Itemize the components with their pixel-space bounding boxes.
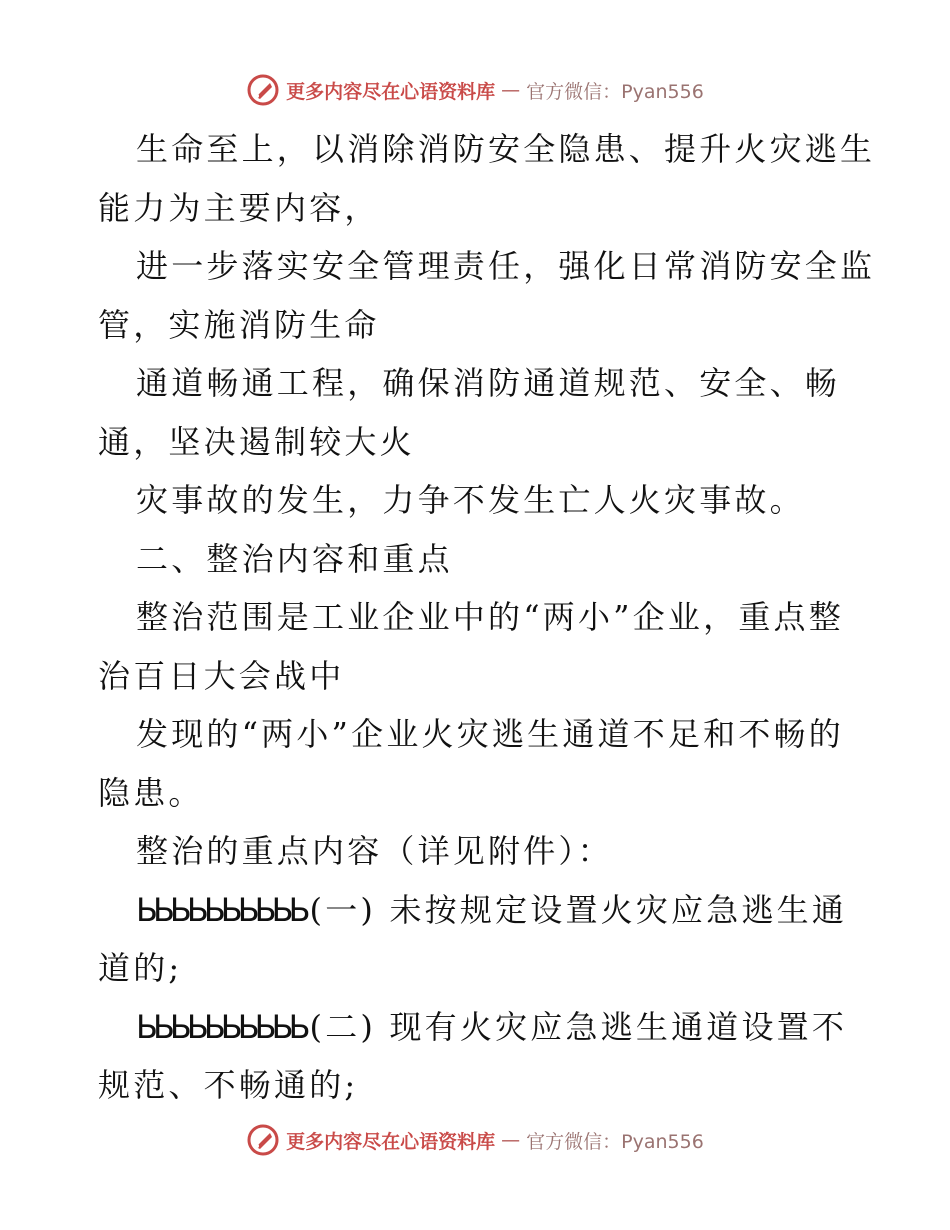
list-item-2 xyxy=(98,998,858,1057)
footer-separator: — xyxy=(501,1129,521,1151)
body-line: 通道畅通工程，确保消防通道规范、安全、畅 xyxy=(136,364,841,402)
body-line: 治百日大会战中 xyxy=(98,656,345,695)
header-watermark-banner xyxy=(0,70,950,110)
body-line: 整治的重点内容（详见附件）： xyxy=(136,832,613,870)
body-line: 整治范围是工业企业中的“两小”企业，重点整 xyxy=(136,598,844,636)
header-wechat-text: 官方微信：Pyan556 xyxy=(526,80,704,103)
body-line: 隐患。 xyxy=(98,773,204,812)
section-heading: 二、整治内容和重点 xyxy=(136,539,453,578)
header-brand-text: 更多内容尽在心语资料库 xyxy=(286,80,496,103)
body-line: 进一步落实安全管理责任，强化日常消防安全监 xyxy=(136,247,876,285)
list-item-text: (一) 未按规定设置火灾应急逃生通 xyxy=(309,890,848,929)
list-marker: ЬЬЬЬЬЬЬЬЬЬ xyxy=(136,1007,306,1046)
body-line: 发现的“两小”企业火灾逃生通道不足和不畅的 xyxy=(136,715,844,753)
body-line: 道的; xyxy=(98,949,183,987)
red-quill-logo-icon xyxy=(246,1123,280,1157)
list-item-text: (二) 现有火灾应急逃生通道设置不 xyxy=(309,1007,848,1046)
footer-watermark-banner xyxy=(0,1120,950,1160)
footer-wechat-text: 官方微信：Pyan556 xyxy=(526,1130,704,1153)
list-marker: ЬЬЬЬЬЬЬЬЬЬ xyxy=(136,890,306,929)
body-line: 生命至上，以消除消防安全隐患、提升火灾逃生 xyxy=(136,130,876,168)
body-line: 管，实施消防生命 xyxy=(98,305,380,344)
document-body xyxy=(98,120,876,1115)
body-line: 通，坚决遏制较大火 xyxy=(98,422,415,461)
header-separator: — xyxy=(501,79,521,101)
body-line: 规范、不畅通的; xyxy=(98,1066,359,1104)
body-line: 灾事故的发生，力争不发生亡人火灾事故。 xyxy=(136,481,805,519)
footer-brand-text: 更多内容尽在心语资料库 xyxy=(286,1130,496,1153)
red-quill-logo-icon xyxy=(246,73,280,107)
list-item-1 xyxy=(98,881,858,940)
body-line: 能力为主要内容， xyxy=(98,188,380,227)
